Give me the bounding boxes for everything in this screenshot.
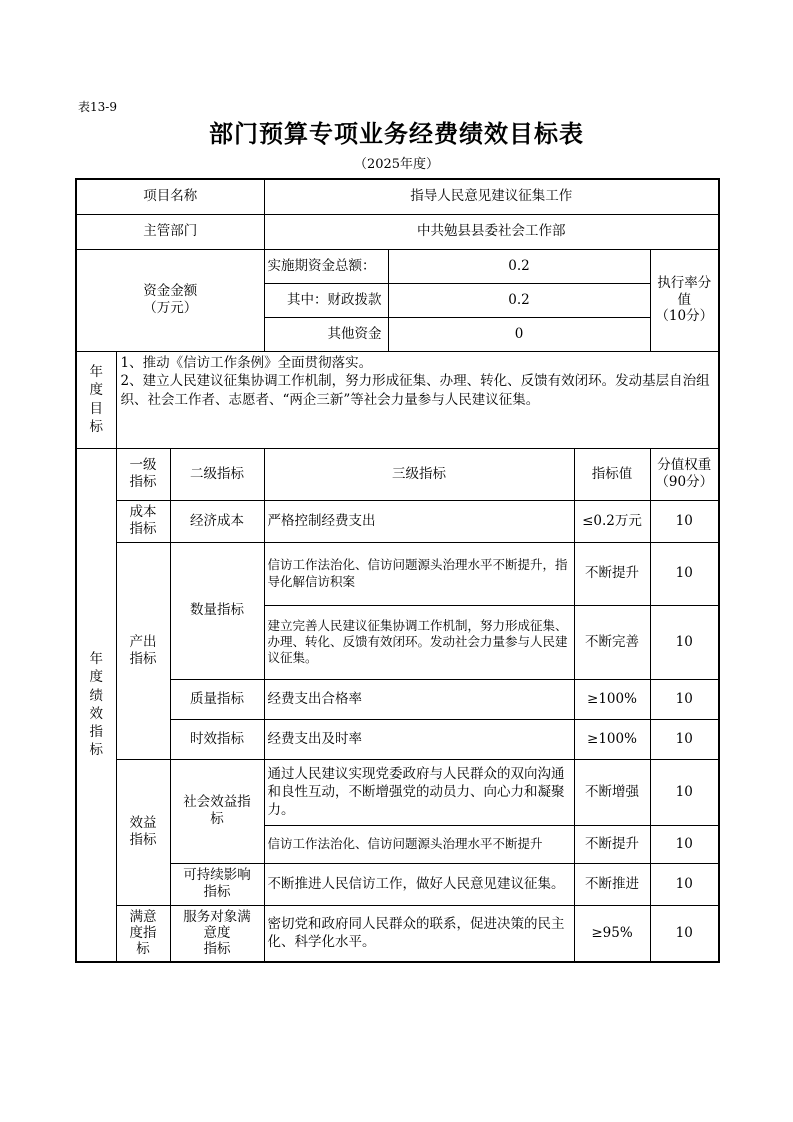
quantity-1-value: 不断提升 xyxy=(574,542,650,605)
cost-level1: 成本 指标 xyxy=(116,500,170,542)
header-value: 指标值 xyxy=(574,448,650,500)
social-1-text: 通过人民建议实现党委政府与人民群众的双向沟通和良性互动，不断增强党的动员力、向心力和凝聚力。 xyxy=(264,759,574,825)
other-funds-label: 其他资金 xyxy=(264,317,388,351)
satisfaction-text: 密切党和政府同人民群众的联系，促进决策的民主化、科学化水平。 xyxy=(264,905,574,962)
table-number: 表13-9 xyxy=(78,100,117,114)
quality-value: ≥100% xyxy=(574,679,650,719)
year-label: （2025年度） xyxy=(353,157,440,172)
cost-value: ≤0.2万元 xyxy=(574,500,650,542)
page-title: 部门预算专项业务经费绩效目标表 xyxy=(209,120,584,148)
quality-weight: 10 xyxy=(650,679,719,719)
project-name-label: 项目名称 xyxy=(76,179,264,214)
performance-table xyxy=(75,178,720,963)
annual-goal-label: 年 度 目 标 xyxy=(76,351,116,448)
header-weight: 分值权重 （90分） xyxy=(650,448,719,500)
sustain-label: 可持续影响 指标 xyxy=(170,863,264,905)
timeliness-text: 经费支出及时率 xyxy=(264,719,574,759)
header-level3: 三级指标 xyxy=(264,448,574,500)
indicators-label: 年 度 绩 效 指 标 xyxy=(76,448,116,962)
cost-level2: 经济成本 xyxy=(170,500,264,542)
department-label: 主管部门 xyxy=(76,214,264,249)
quality-label: 质量指标 xyxy=(170,679,264,719)
satisfaction-level2: 服务对象满 意度 指标 xyxy=(170,905,264,962)
cost-level3: 严格控制经费支出 xyxy=(264,500,574,542)
total-funds-value: 0.2 xyxy=(388,249,650,283)
quantity-1-weight: 10 xyxy=(650,542,719,605)
quantity-label: 数量指标 xyxy=(170,542,264,679)
sustain-text: 不断推进人民信访工作，做好人民意见建议征集。 xyxy=(264,863,574,905)
sustain-weight: 10 xyxy=(650,863,719,905)
benefit-level1: 效益 指标 xyxy=(116,759,170,905)
quality-text: 经费支出合格率 xyxy=(264,679,574,719)
header-level2: 二级指标 xyxy=(170,448,264,500)
fiscal-funds-label: 其中：财政拨款 xyxy=(264,283,388,317)
social-1-weight: 10 xyxy=(650,759,719,825)
fiscal-funds-value: 0.2 xyxy=(388,283,650,317)
funds-label: 资金金额 （万元） xyxy=(76,249,264,351)
quantity-2-value: 不断完善 xyxy=(574,605,650,679)
social-2-value: 不断提升 xyxy=(574,825,650,863)
satisfaction-weight: 10 xyxy=(650,905,719,962)
quantity-2-weight: 10 xyxy=(650,605,719,679)
timeliness-weight: 10 xyxy=(650,719,719,759)
cost-weight: 10 xyxy=(650,500,719,542)
social-1-value: 不断增强 xyxy=(574,759,650,825)
header-level1: 一级 指标 xyxy=(116,448,170,500)
quantity-1-text: 信访工作法治化、信访问题源头治理水平不断提升，指导化解信访积案 xyxy=(264,542,574,605)
timeliness-label: 时效指标 xyxy=(170,719,264,759)
exec-score-label: 执行率分值 （10分） xyxy=(650,249,719,351)
timeliness-value: ≥100% xyxy=(574,719,650,759)
social-benefit-label: 社会效益指 标 xyxy=(170,759,264,863)
social-2-text: 信访工作法治化、信访问题源头治理水平不断提升 xyxy=(264,825,574,863)
annual-goal-text: 1、推动《信访工作条例》全面贯彻落实。 2、建立人民建议征集协调工作机制，努力形成征集、办理、转化、反馈有效闭环。发动基层自治组织、社会工作者、志愿者、“两企三新”等社会力量参与人民建议征集。 xyxy=(116,351,719,448)
total-funds-label: 实施期资金总额： xyxy=(264,249,388,283)
satisfaction-value: ≥95% xyxy=(574,905,650,962)
social-2-weight: 10 xyxy=(650,825,719,863)
department-value: 中共勉县县委社会工作部 xyxy=(264,214,719,249)
other-funds-value: 0 xyxy=(388,317,650,351)
output-level1: 产出 指标 xyxy=(116,542,170,759)
satisfaction-level1: 满意 度指 标 xyxy=(116,905,170,962)
project-name-value: 指导人民意见建议征集工作 xyxy=(264,179,719,214)
quantity-2-text: 建立完善人民建议征集协调工作机制，努力形成征集、办理、转化、反馈有效闭环。发动社会力量参与人民建议征集。 xyxy=(264,605,574,679)
sustain-value: 不断推进 xyxy=(574,863,650,905)
